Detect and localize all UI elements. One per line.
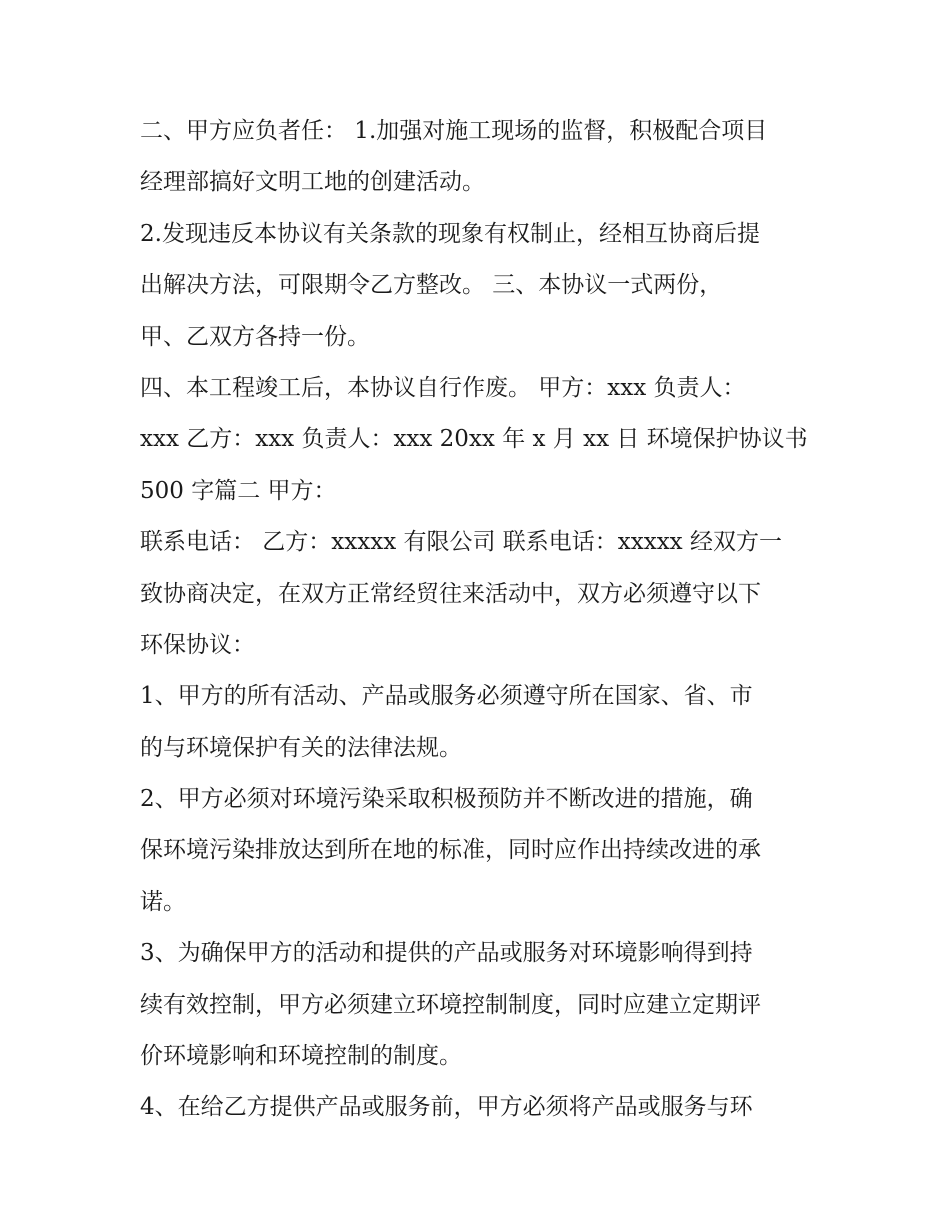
- text-line: 环保协议：: [140, 631, 255, 658]
- text-line: 2.发现违反本协议有关条款的现象有权制止，经相互协商后提: [140, 220, 760, 247]
- text-line: 500 字篇二 甲方：: [140, 477, 337, 504]
- text-line: 甲、乙双方各持一份。: [140, 323, 370, 350]
- text-line: 二、甲方应负者任： 1.加强对施工现场的监督，积极配合项目: [140, 118, 768, 144]
- text-line: 的与环境保护有关的法律法规。: [140, 734, 462, 761]
- text-line: 续有效控制，甲方必须建立环境控制制度，同时应建立定期评: [140, 991, 761, 1018]
- text-line: 保环境污染排放达到所在地的标准，同时应作出持续改进的承: [140, 837, 761, 864]
- text-line: 经理部搞好文明工地的创建活动。: [140, 169, 485, 196]
- text-line: 1、甲方的所有活动、产品或服务必须遵守所在国家、省、市: [140, 683, 753, 710]
- text-line: 致协商决定，在双方正常经贸往来活动中，双方必须遵守以下: [140, 580, 761, 607]
- text-line: 四、本工程竣工后，本协议自行作废。 甲方：xxx 负责人：: [140, 374, 746, 401]
- text-line: 联系电话： 乙方：xxxxx 有限公司 联系电话：xxxxx 经双方一: [140, 529, 782, 556]
- text-line: 出解决方法，可限期令乙方整改。 三、本协议一式两份，: [140, 272, 723, 299]
- text-line: 诺。: [140, 888, 186, 915]
- text-line: 3、为确保甲方的活动和提供的产品或服务对环境影响得到持: [140, 940, 753, 967]
- text-line: 2、甲方必须对环境污染采取积极预防并不断改进的措施，确: [140, 786, 753, 813]
- text-line: 4、在给乙方提供产品或服务前，甲方必须将产品或服务与环: [140, 1094, 753, 1121]
- text-line: xxx 乙方：xxx 负责人：xxx 20xx 年 x 月 xx 日 环境保护协议书: [140, 426, 808, 453]
- text-line: 价环境影响和环境控制的制度。: [140, 1043, 462, 1070]
- document-body: [140, 106, 820, 1134]
